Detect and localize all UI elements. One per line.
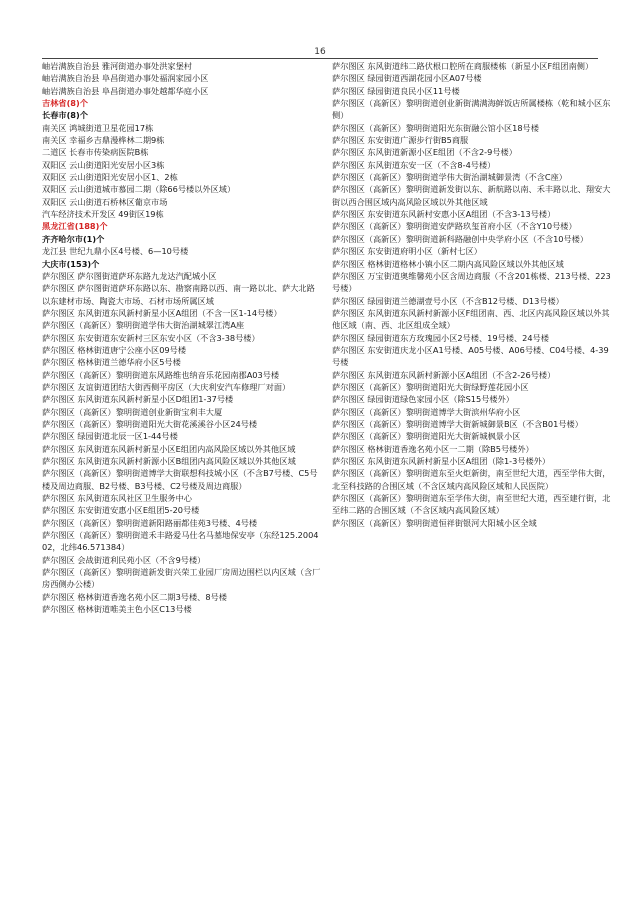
address-entry: 萨尔图区 东安街道庆龙小区A1号楼、A05号楼、A06号楼、C04号楼、4-39号楼 [332,344,609,368]
address-entry: 萨尔图区 格林街道香逸名苑小区二期3号楼、8号楼 [42,591,227,602]
address-entry: 萨尔图区 萨尔图街道萨环东路九龙达汽配城小区 [42,270,217,281]
address-entry: 萨尔图区（高新区）黎明街道新发街兴荣工业园厂房周边围栏以内区域（含厂房西侧办公楼） [42,567,321,590]
address-entry: 萨尔图区 绿园街道良民小区11号楼 [332,85,460,96]
address-entry: 萨尔图区 友谊街道团结大街西侧平房区（大庆利安汽车修理厂对面） [42,381,291,392]
address-entry: 萨尔图区（高新区）黎明街道阳光大街绿野莲花园小区 [332,381,529,392]
address-entry: 萨尔图区（高新区）黎明街道新阳路丽都佳苑3号楼、4号楼 [42,517,258,528]
address-entry: 萨尔图区 东风街道纬二路伏根口腔所在商服楼栋（新星小区F组团南侧） [332,61,594,71]
address-entry: 萨尔图区 东安街道广源步行街B5商服 [332,135,469,146]
address-entry: 萨尔图区（高新区）黎明街道东至学伟大街，南至世纪大道，西至建行街，北至纬二路的合围区域（不含区域内高风险区域） [332,493,611,516]
address-entry: 萨尔图区 东风街道东风新村新源小区B组团内高风险区域以外其他区域 [42,456,296,466]
address-entry: 岫岩满族自治县 阜昌街道办事处福润家园小区 [42,73,209,84]
address-entry: 南关区 鸿城街道卫星花园17栋 [42,122,154,133]
address-entry: 萨尔图区 东风街道东风新村新星小区A组团（不含一区1-14号楼） [42,307,282,318]
page-number: 16 [314,47,326,57]
address-entry: 萨尔图区 格林街道唯美主色小区C13号楼 [42,604,192,615]
address-entry: 萨尔图区（高新区）黎明街道东至火炬新街，南至世纪大道，西至学伟大街，北至科技路的合围区域（不含区域内高风险区域和人民医院） [332,468,611,491]
address-entry: 萨尔图区 绿园街道北辰一区1-44号楼 [42,431,178,442]
address-entry: 萨尔图区 绿园街道东方玫瑰园小区2号楼、19号楼、24号楼 [332,332,549,343]
address-entry: 龙江县 世纪九鼎小区4号楼、6—10号楼 [42,246,189,257]
address-entry: 萨尔图区 会战街道利民苑小区（不含9号楼） [42,554,206,565]
address-entry: 萨尔图区（高新区）黎明街道禾丰路爱马仕名马墓地保安亭（东经125.200402，北纬46.571384） [42,530,319,553]
address-entry: 汽车经济技术开发区 49街区19栋 [42,209,164,220]
address-entry: 萨尔图区 东风街道东风新村新源小区F组团南、西、北区内高风险区域以外其他区域（南、西、北区组成全域） [332,307,610,331]
address-entry: 萨尔图区（高新区）黎明街道创业新街宝利丰大厦 [42,406,223,417]
address-entry: 萨尔图区（高新区）黎明街道新发街以东、新航路以南、禾丰路以北、翔安大街以西合围区域内高风险区域以外其他区域 [332,184,611,207]
address-entry: 萨尔图区（高新区）黎明街道创业新街满满海鲜饭店所属楼栋（乾和城小区东侧） [332,98,611,121]
address-entry: 萨尔图区 东安街道东风新村安惠小区A组团（不含3-13号楼） [332,209,556,220]
address-entry: 萨尔图区 东风街道东风新村新源小区A组团（不含2-26号楼） [332,369,556,380]
city-heading: 大庆市(153)个 [42,258,100,269]
address-entry: 萨尔图区 东风街道东风社区卫生服务中心 [42,493,192,504]
address-entry: 岫岩满族自治县 雅河街道办事处洪家堡村 [42,61,192,71]
address-entry: 萨尔图区 格林街道兰德华府小区5号楼 [42,357,181,368]
address-entry: 萨尔图区 东安街道府明小区（新村七区） [332,246,482,257]
address-entry: 二道区 长春市传染病医院B栋 [42,147,149,158]
address-entry: 萨尔图区 萨尔图街道萨环东路以东、勘察南路以西、南一路以北、萨大北路以东建材市场、陶瓷大市场、石材市场所属区域 [42,283,315,306]
address-entry: 萨尔图区 格林街道香逸名苑小区一二期（除B5号楼外） [332,443,534,454]
address-entry: 萨尔图区 格林街道唐宁公座小区09号楼 [42,344,187,355]
province-heading: 吉林省(8)个 [42,98,88,109]
header-rule [42,58,598,59]
address-entry: 双阳区 云山街道石桥林区葡京市场 [42,196,168,207]
province-heading: 黑龙江省(188)个 [42,221,108,232]
address-entry: 萨尔图区 东风街道东风新村新星小区D组团1-37号楼 [42,394,234,405]
address-entry: 萨尔图区 绿园街道兰德湖壹号小区（不含B12号楼、D13号楼） [332,295,564,306]
left-column [42,60,321,615]
address-entry: 萨尔图区 东风街道东安一区（不含8-4号楼） [332,159,496,170]
address-entry: 萨尔图区（高新区）黎明街道学伟大街治湖城翠江湾A座 [42,320,245,331]
address-entry: 双阳区 云山街道城市慕园二期（除66号楼以外区域） [42,184,236,195]
city-heading: 齐齐哈尔市(1)个 [42,233,105,244]
address-entry: 萨尔图区 东风街道东风新村新星小区E组团内高风险区域以外其他区域 [42,443,296,454]
address-entry: 萨尔图区（高新区）黎明街道新科路融创中央学府小区（不含10号楼） [332,233,589,244]
address-entry: 萨尔图区（高新区）黎明街道学伟大街治湖城御景湾（不含C座） [332,172,567,183]
address-entry: 南关区 幸福乡吉鼎漫桦林二期9栋 [42,135,165,146]
address-entry: 萨尔图区 万宝街道奥维馨苑小区含周边商服（不含201栋楼、213号楼、223号楼） [332,270,611,294]
address-entry: 萨尔图区（高新区）黎明街道东风路维也纳音乐花园南郡A03号楼 [42,369,280,380]
address-entry: 萨尔图区 东安街道安惠小区E组团5-20号楼 [42,505,200,516]
address-entry: 萨尔图区 东风街道新源小区E组团（不含2-9号楼） [332,147,517,158]
address-entry: 萨尔图区（高新区）黎明街道阳光大街花溪溪谷小区24号楼 [42,418,258,429]
address-entry: 双阳区 云山街道阳光安居小区1、2栋 [42,172,178,183]
address-entry: 萨尔图区（高新区）黎明街道博学大街新城御景B区（不含B01号楼） [332,418,583,429]
city-heading: 长春市(8)个 [42,110,88,121]
address-entry: 萨尔图区 东安街道东安新村三区东安小区（不含3-38号楼） [42,332,260,343]
address-entry: 萨尔图区（高新区）黎明街道恒祥街银河大阳城小区全域 [332,517,537,528]
address-entry: 岫岩满族自治县 阜昌街道办事处越都华庭小区 [42,85,209,96]
address-entry: 萨尔图区 东风街道东风新村新星小区A组团（除1-3号楼外） [332,456,551,466]
address-entry: 萨尔图区 格林街道格林小镇小区二期内高风险区域以外其他区域 [332,258,564,269]
address-entry: 双阳区 云山街道阳光安居小区3栋 [42,159,165,170]
address-entry: 萨尔图区 绿园街道绿色家园小区（除S15号楼外） [332,394,514,405]
address-entry: 萨尔图区（高新区）黎明街道安萨路玖玺首府小区（不含Y10号楼） [332,221,577,232]
address-entry: 萨尔图区（高新区）黎明街道博学大街滨州华府小区 [332,406,521,417]
address-entry: 萨尔图区 绿园街道西湖花园小区A07号楼 [332,73,482,84]
address-entry: 萨尔图区（高新区）黎明街道阳光东街融公馆小区18号楼 [332,122,539,133]
address-entry: 萨尔图区（高新区）黎明街道博学大街联想科技城小区（不含B7号楼、C5号楼及周边商服、B2号楼、B3号楼、C2号楼及周边商服） [42,468,318,491]
address-entry: 萨尔图区（高新区）黎明街道阳光大街新城枫景小区 [332,431,521,442]
right-column [332,60,611,529]
